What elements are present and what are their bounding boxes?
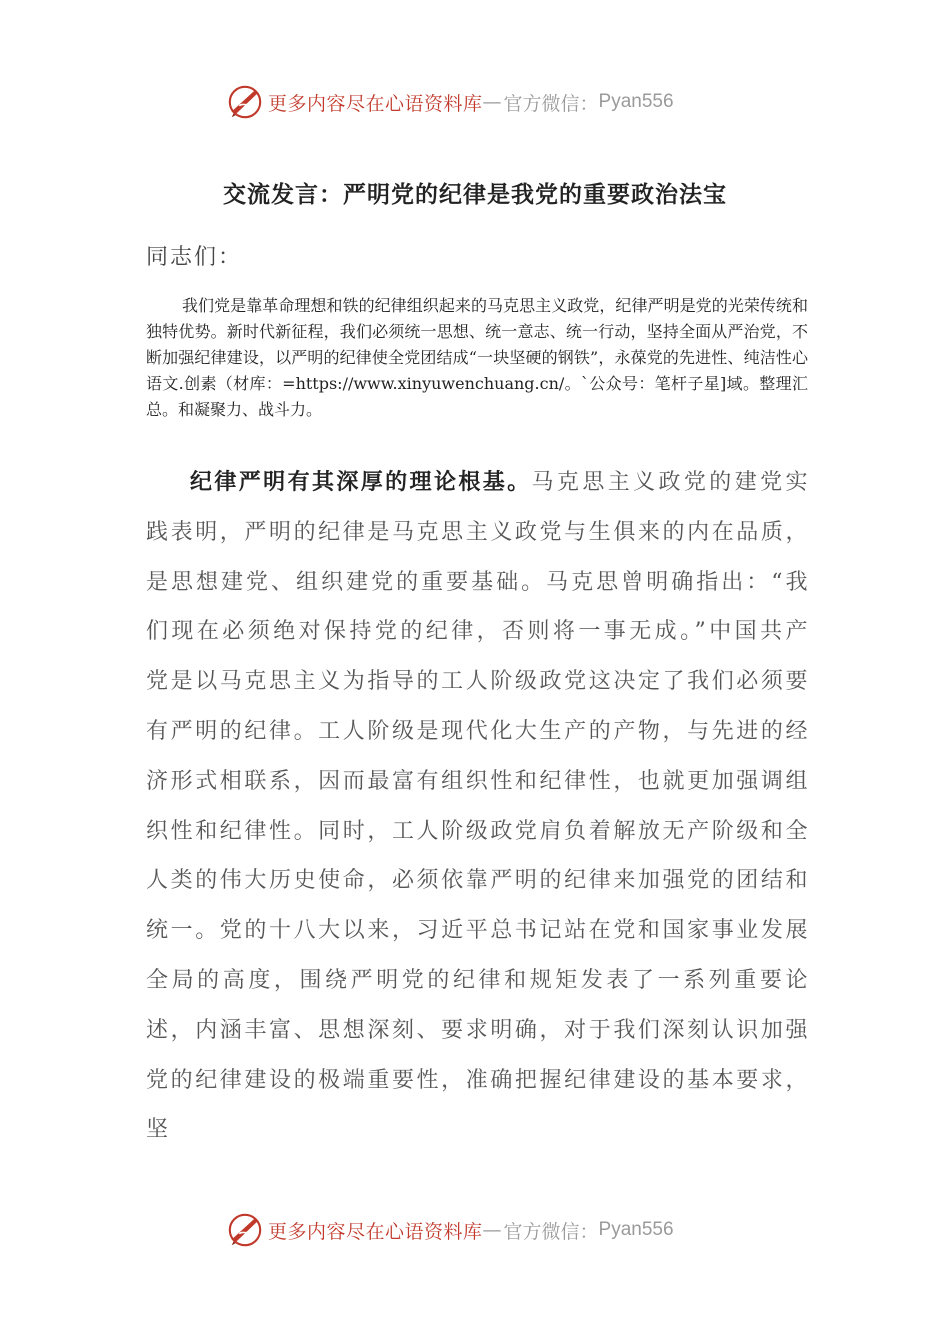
document-title: 交流发言：严明党的纪律是我党的重要政治法宝 [223,181,727,208]
footer-banner [226,1210,726,1250]
body-lead-sentence: 纪律严明有其深厚的理论根基。 [190,469,532,495]
body-text: 马克思主义政党的建党实践表明，严明的纪律是马克思主义政党与生俱来的内在品质，是思想建党、组织建党的重要基础。马克思曾明确指出：“我们现在必须绝对保持党的纪律，否则将一事无成。”中国共产党是以马克思主义为指导的工人阶级政党这决定了我们必须要有严明的纪律。工人阶级是现代化大生产的产物，与先进的经济形式相联系，因而最富有组织性和纪律性，也就更加强调组织性和纪律性。同时，工人阶级政党肩负着解放无产阶级和全人类的伟大历史使命，必须依靠严明的纪律来加强党的团结和统一。党的十八大以来，习近平总书记站在党和国家事业发展全局的高度，围绕严明党的纪律和规矩发表了一系列重要论述，内涵丰富、思想深刻、要求明确，对于我们深刻认识加强党的纪律建设的极端重要性，准确把握纪律建设的基本要求，坚 [146,470,810,1143]
salutation: 同志们： [146,245,243,270]
banner-text: 更多内容尽在心语资料库 [268,1220,483,1243]
banner-wechat-id: Pyan556 [598,91,674,112]
header-banner [226,82,726,122]
banner-wechat-id: Pyan556 [598,1219,674,1240]
banner-dash: — [482,1219,502,1241]
body-paragraph [146,458,810,1155]
banner-official-label: 官方微信： [503,92,599,115]
banner-dash: — [482,91,502,113]
banner-official-label: 官方微信： [503,1220,599,1243]
pen-logo-icon [226,83,264,121]
pen-logo-icon [226,1211,264,1249]
banner-text: 更多内容尽在心语资料库 [268,92,483,115]
intro-paragraph: 我们党是靠革命理想和铁的纪律组织起来的马克思主义政党，纪律严明是党的光荣传统和独特优势。新时代新征程，我们必须统一思想、统一意志、统一行动，坚持全面从严治党，不断加强纪律建设，以严明的纪律使全党团结成“一块坚硬的钢铁”，永葆党的先进性、纯洁性心语文.创素（材库：=https://www.xinyuwenchuang.cn/。`公众号：笔杆子星]域。整理汇总。和凝聚力、战斗力。 [146,296,808,419]
